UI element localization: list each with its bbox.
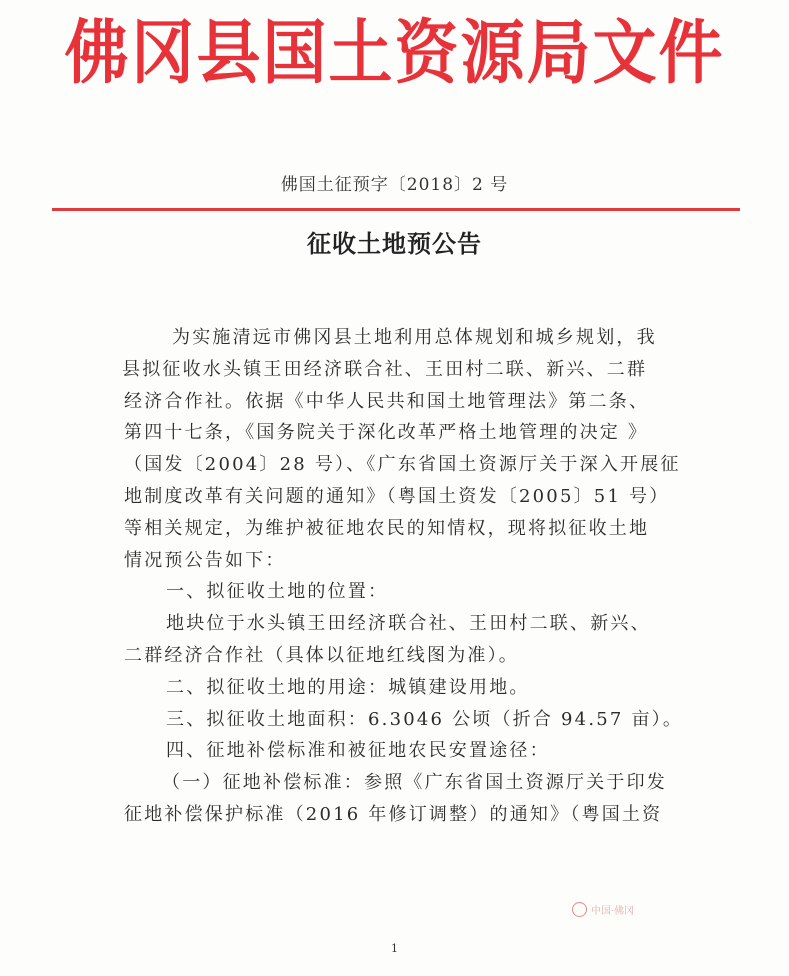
body-line: 县拟征收水头镇王田经济联合社、王田村二联、新兴、二群 [122,358,648,380]
body-text [124,322,684,831]
body-line: 为实施清远市佛冈县土地利用总体规划和城乡规划，我 [172,327,657,348]
body-line: 地制度改革有关问题的通知》（粤国土资发〔2005〕51 号） [124,485,670,507]
body-line: 地块位于水头镇王田经济联合社、王田村二联、新兴、 [166,613,651,635]
section-heading: 一、拟征收土地的位置： [166,581,389,603]
watermark [572,902,634,917]
seal-icon [572,902,587,917]
red-divider-rule [52,208,740,211]
document-title: 征收土地预公告 [307,230,482,258]
page-number: 1 [391,942,398,955]
document-number: 佛国土征预字〔2018〕2 号 [280,175,509,195]
sub-heading: （一）征地补偿标准：参照《广东省国土资源厅关于印发 [162,772,667,794]
body-line: 第四十七条，《国务院关于深化改革严格土地管理的决定 》 [124,422,649,444]
body-line: 征地补偿保护标准（2016 年修订调整）的通知》（粤国土资 [124,803,663,825]
body-line: 经济合作社。依据《中华人民共和国土地管理法》第二条、 [124,390,650,412]
watermark-text: 中国·佛冈 [591,906,635,917]
issuer-masthead: 佛冈县国土资源局文件 [64,14,725,94]
section-heading: 三、拟征收土地面积：6.3046 公顷（折合 94.57 亩）。 [166,708,684,730]
body-line: 二群经济合作社（具体以征地红线图为准）。 [124,644,519,666]
section-heading: 二、拟征收土地的用途：城镇建设用地。 [166,676,530,698]
body-line: （国发〔2004〕28 号）、《广东省国土资源厅关于深入开展征 [124,454,681,476]
body-line: 情况预公告如下： [124,549,286,571]
body-line: 等相关规定，为维护被征地农民的知情权，现将拟征收土地 [124,517,650,539]
section-heading: 四、征地补偿标准和被征地农民安置途径： [166,740,550,762]
